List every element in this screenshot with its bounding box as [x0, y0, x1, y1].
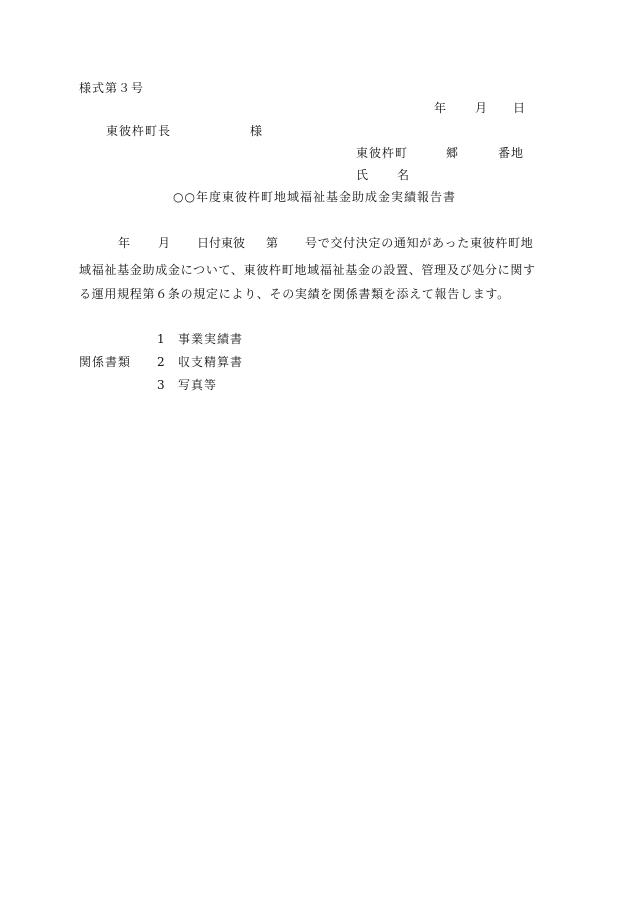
date-day-label: 日 [513, 101, 526, 115]
body-line1-date-issuer: 日付東彼 [197, 236, 246, 250]
body-line1-dai: 第 [266, 236, 279, 250]
attachment-item-text: 事業実績書 [178, 332, 244, 346]
attachment-item-text: 写真等 [178, 378, 218, 392]
attachments-label: 関係書類 [79, 355, 132, 369]
addressee-honorific: 様 [250, 124, 263, 138]
body-line1-rest: 号で交付決定の通知があった東彼杵町地 [305, 236, 534, 250]
applicant-address-town: 東彼杵町 [356, 146, 409, 160]
body-line2: 域福祉基金助成金について、東彼杵町地域福祉基金の設置、管理及び処分に関す [79, 263, 536, 277]
attachment-item-number: 1 [157, 332, 165, 346]
attachment-item-number: 3 [157, 378, 165, 392]
applicant-name-label-1: 氏 [356, 168, 369, 182]
applicant-address-go: 郷 [446, 146, 459, 160]
addressee-name: 東彼杵町長 [106, 124, 172, 138]
date-year-label: 年 [434, 101, 447, 115]
body-line1-month: 月 [158, 236, 171, 250]
attachment-item-number: 2 [157, 355, 165, 369]
attachment-item-text: 収支精算書 [178, 355, 244, 369]
applicant-address-banchi: 番地 [498, 146, 525, 160]
date-month-label: 月 [475, 101, 488, 115]
body-line1-year: 年 [118, 236, 131, 250]
body-line3: る運用規程第６条の規定により、その実績を関係書類を添えて報告します。 [79, 287, 510, 301]
form-number: 様式第３号 [79, 81, 145, 95]
applicant-name-label-2: 名 [397, 168, 410, 182]
document-title: ○○年度東彼杵町地域福祉基金助成金実績報告書 [173, 190, 456, 204]
